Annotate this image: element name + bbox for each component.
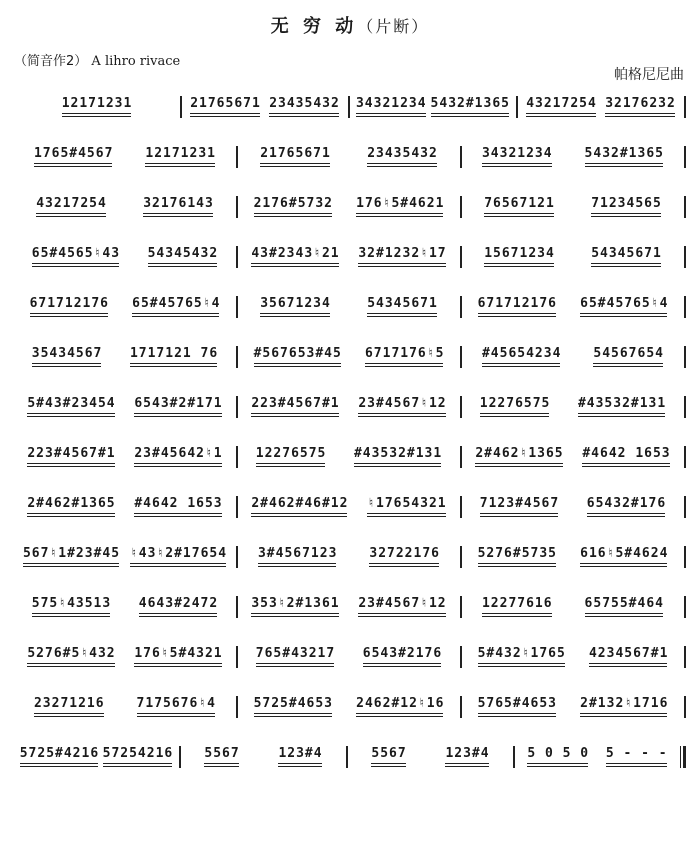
tempo-prefix: （简音作 [14, 54, 67, 69]
note-group: 23#4567♮12 [358, 596, 446, 617]
score-measure [238, 246, 460, 267]
note-group: 2#462#46#12 [251, 496, 348, 517]
score-measure [462, 296, 684, 317]
note-group: 23#45642♮1 [134, 446, 222, 467]
note-group: 32176143 [143, 196, 214, 217]
score-measure [14, 546, 236, 567]
score-measure [462, 446, 684, 467]
score-measure [14, 96, 180, 117]
note-group: 12277616 [482, 596, 553, 617]
score-measure [348, 746, 513, 767]
note-group: 353♮2#1361 [251, 596, 339, 617]
score-measure [14, 146, 236, 167]
score-measure [14, 296, 236, 317]
title-subtitle: （片断） [357, 17, 430, 36]
note-group: 5#432♮1765 [478, 646, 566, 667]
note-group: 223#4567#1 [251, 396, 339, 417]
barline [684, 396, 686, 418]
note-group: 6543#2#171 [134, 396, 222, 417]
barline [684, 96, 686, 118]
note-group: 2462#12♮16 [356, 696, 444, 717]
note-group: 32176232 [605, 96, 676, 117]
note-group: 54567654 [593, 346, 664, 367]
note-group: 23435432 [269, 96, 340, 117]
score-measure [14, 246, 236, 267]
note-group: 71234565 [591, 196, 662, 217]
tempo-marking [14, 50, 180, 69]
note-group: 5432#1365 [431, 96, 510, 117]
score-system-row [14, 296, 686, 346]
note-group: 5 - - - [606, 746, 668, 767]
note-group: 32#1232♮17 [358, 246, 446, 267]
music-score [14, 96, 686, 796]
barline [684, 696, 686, 718]
note-group: 176♮5#4621 [356, 196, 444, 217]
note-group: 4234567#1 [589, 646, 668, 667]
note-group: 5725#4653 [254, 696, 333, 717]
score-measure [238, 346, 460, 367]
score-measure [238, 696, 460, 717]
note-group: 5432#1365 [585, 146, 664, 167]
score-system-row [14, 546, 686, 596]
note-group: 3#4567123 [258, 546, 337, 567]
barline [684, 646, 686, 668]
score-measure [462, 246, 684, 267]
score-measure [238, 146, 460, 167]
note-group: ♮17654321 [367, 496, 446, 517]
note-group: 2#462♮1365 [475, 446, 563, 467]
note-group: 65#45765♮4 [132, 296, 220, 317]
note-group: 43217254 [36, 196, 107, 217]
score-system-row [14, 396, 686, 446]
score-measure [238, 496, 460, 517]
note-group: ♮43♮2#17654 [130, 546, 227, 567]
note-group: 12276575 [480, 396, 551, 417]
score-measure [238, 546, 460, 567]
note-group: 671712176 [30, 296, 109, 317]
note-group: #43532#131 [578, 396, 666, 417]
note-group: 35671234 [260, 296, 331, 317]
score-measure [14, 196, 236, 217]
barline [684, 246, 686, 268]
note-group: 12276575 [256, 446, 327, 467]
score-measure [462, 696, 684, 717]
barline [684, 546, 686, 568]
note-group: 43#2343♮21 [251, 246, 339, 267]
title-text: 无 穷 动 [270, 16, 358, 37]
note-group: #4642 1653 [134, 496, 222, 517]
note-group: 2176#5732 [254, 196, 333, 217]
note-group: 765#43217 [256, 646, 335, 667]
tempo-suffix: ） A lihro rivace [74, 54, 181, 69]
note-group: 54345432 [148, 246, 219, 267]
score-measure [462, 546, 684, 567]
note-group: 123#4 [445, 746, 489, 767]
score-measure [182, 96, 348, 117]
note-group: 7175676♮4 [137, 696, 216, 717]
score-measure [181, 746, 346, 767]
score-measure [238, 596, 460, 617]
barline [684, 196, 686, 218]
barline [684, 496, 686, 518]
score-system-row [14, 246, 686, 296]
score-system-row [14, 96, 686, 146]
note-group: 5725#4216 [20, 746, 99, 767]
score-measure [238, 296, 460, 317]
note-group: 567♮1#23#45 [23, 546, 120, 567]
score-measure [14, 646, 236, 667]
composer-credit: 帕格尼尼曲 [614, 67, 684, 83]
note-group: 6717176♮5 [365, 346, 444, 367]
score-measure [462, 346, 684, 367]
note-group: 1717121 76 [130, 346, 218, 367]
note-group: 616♮5#4624 [580, 546, 668, 567]
note-group: 12171231 [145, 146, 216, 167]
final-barline [680, 746, 686, 768]
note-group: 5567 [204, 746, 239, 767]
score-measure [14, 346, 236, 367]
score-measure [462, 196, 684, 217]
score-measure [462, 496, 684, 517]
note-group: 23271216 [34, 696, 105, 717]
note-group: 176♮5#4321 [134, 646, 222, 667]
score-measure [462, 596, 684, 617]
note-group: #567653#45 [254, 346, 342, 367]
note-group: 34321234 [482, 146, 553, 167]
score-system-row [14, 696, 686, 746]
score-system-row [14, 446, 686, 496]
score-measure [518, 96, 684, 117]
note-group: 32722176 [369, 546, 440, 567]
note-group: 1765#4567 [34, 146, 113, 167]
barline [684, 446, 686, 468]
score-system-row [14, 596, 686, 646]
note-group: 4643#2472 [139, 596, 218, 617]
note-group: 5 0 5 0 [527, 746, 589, 767]
score-system-row [14, 496, 686, 546]
note-group: 65#45765♮4 [580, 296, 668, 317]
note-group: 54345671 [591, 246, 662, 267]
note-group: 21765671 [260, 146, 331, 167]
score-measure [238, 646, 460, 667]
note-group: 5276#5735 [478, 546, 557, 567]
note-group: 7123#4567 [480, 496, 559, 517]
note-group: 671712176 [478, 296, 557, 317]
score-system-row [14, 196, 686, 246]
score-measure [350, 96, 516, 117]
score-measure [462, 396, 684, 417]
score-measure [14, 596, 236, 617]
note-group: #4642 1653 [582, 446, 670, 467]
score-measure [14, 696, 236, 717]
note-group: #45654234 [482, 346, 561, 367]
note-group: 65#4565♮43 [32, 246, 120, 267]
score-measure [462, 646, 684, 667]
piece-title [0, 12, 700, 38]
note-group: 5765#4653 [478, 696, 557, 717]
score-system-row [14, 746, 686, 796]
score-measure [462, 146, 684, 167]
note-group: 23435432 [367, 146, 438, 167]
note-group: 15671234 [484, 246, 555, 267]
score-measure [14, 496, 236, 517]
note-group: #43532#131 [354, 446, 442, 467]
note-group: 34321234 [356, 96, 427, 117]
note-group: 23#4567♮12 [358, 396, 446, 417]
note-group: 54345671 [367, 296, 438, 317]
barline [684, 146, 686, 168]
note-group: 2#462#1365 [27, 496, 115, 517]
score-measure [14, 746, 179, 767]
note-group: 123#4 [278, 746, 322, 767]
note-group: 5567 [371, 746, 406, 767]
note-group: 12171231 [62, 96, 133, 117]
score-measure [238, 196, 460, 217]
barline [684, 346, 686, 368]
score-measure [238, 396, 460, 417]
tempo-number: 2 [66, 54, 75, 69]
score-system-row [14, 646, 686, 696]
note-group: 5#43#23454 [27, 396, 115, 417]
note-group: 76567121 [484, 196, 555, 217]
note-group: 65432#176 [587, 496, 666, 517]
note-group: 43217254 [526, 96, 597, 117]
score-measure [14, 396, 236, 417]
barline [684, 596, 686, 618]
score-measure [515, 746, 680, 767]
note-group: 35434567 [32, 346, 103, 367]
note-group: 21765671 [190, 96, 261, 117]
note-group: 223#4567#1 [27, 446, 115, 467]
note-group: 2#132♮1716 [580, 696, 668, 717]
score-system-row [14, 346, 686, 396]
note-group: 65755#464 [585, 596, 664, 617]
note-group: 5276#5♮432 [27, 646, 115, 667]
note-group: 57254216 [103, 746, 174, 767]
note-group: 575♮43513 [32, 596, 111, 617]
note-group: 6543#2176 [363, 646, 442, 667]
score-measure [238, 446, 460, 467]
barline [684, 296, 686, 318]
score-measure [14, 446, 236, 467]
score-system-row [14, 146, 686, 196]
